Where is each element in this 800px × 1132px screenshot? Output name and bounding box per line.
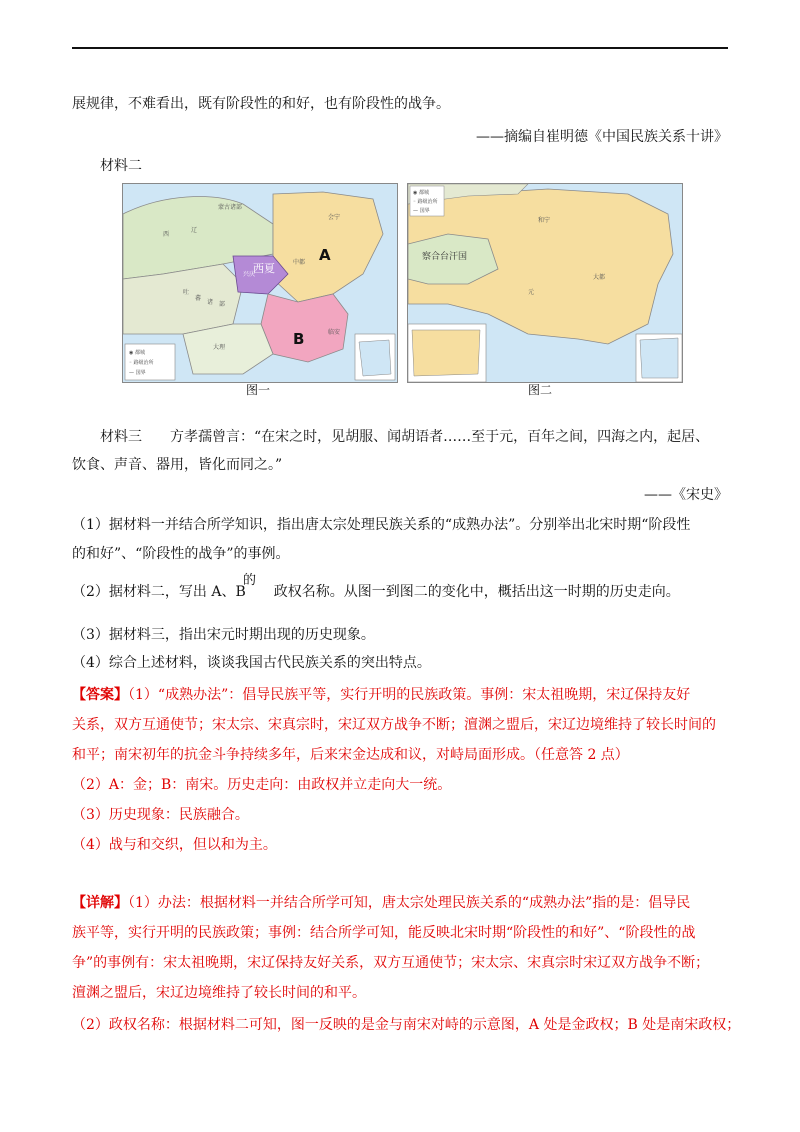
svg-text:察合台汗国: 察合台汗国 [422, 252, 468, 262]
material3-source: ——《宋史》 [644, 487, 728, 503]
header-rule [72, 47, 728, 49]
answer-line-1 [72, 684, 690, 706]
question-2-superscript: 的 [243, 573, 257, 588]
svg-text:— 国界: — 国界 [413, 208, 430, 214]
svg-text:◦ 路级治所: ◦ 路级治所 [413, 199, 438, 205]
svg-text:临安: 临安 [328, 329, 341, 336]
svg-text:◉ 都城: ◉ 都城 [413, 190, 429, 196]
material3-line-2: 饮食、声音、器用，皆化而同之。” [72, 457, 283, 473]
map-2-image [408, 184, 682, 382]
answer-tag: 【答案】 [72, 687, 128, 703]
svg-text:蒙古诸部: 蒙古诸部 [218, 204, 243, 211]
answer-line-6: （4）战与和交织，但以和为主。 [72, 837, 277, 853]
material3-line-1: 材料三 方孝孺曾言：“在宋之时，见胡服、闻胡语者……至于元，百年之间，四海之内，起居、 [100, 429, 710, 445]
answer-line-4: （2）A：金；B：南宋。历史走向：由政权并立走向大一统。 [72, 777, 452, 793]
answer-line-2: 关系，双方互通使节；宋太宗、宋真宗时，宋辽双方战争不断；澶渊之盟后，宋辽边境维持了较长时间的 [72, 717, 716, 733]
svg-text:会宁: 会宁 [328, 214, 341, 221]
material2-label: 材料二 [100, 158, 142, 174]
svg-text:— 国界: — 国界 [129, 370, 146, 376]
svg-text:蕃: 蕃 [195, 295, 202, 302]
svg-text:◉ 都城: ◉ 都城 [129, 350, 145, 356]
map-1-image [123, 184, 397, 382]
answer-line-5: （3）历史现象：民族融合。 [72, 807, 249, 823]
svg-text:大都: 大都 [593, 274, 606, 281]
answer-line-3: 和平；南宋初年的抗金斗争持续多年，后来宋金达成和议，对峙局面形成。（任意答 2 点） [72, 747, 629, 763]
question-2: （2）据材料二，写出 A、B 政权名称。从图一到图二的变化中，概括出这一时期的历史走向。 [72, 584, 680, 600]
explanation-line-5: （2）政权名称：根据材料二可知，图一反映的是金与南宋对峙的示意图，A 处是金政权；B 处是南宋政权； [72, 1017, 741, 1033]
svg-text:西: 西 [163, 231, 170, 238]
svg-text:◦ 路级治所: ◦ 路级治所 [129, 360, 154, 366]
question-1-line-2: 的和好”、“阶段性的战争”的事例。 [72, 546, 290, 562]
svg-text:辽: 辽 [191, 227, 198, 234]
svg-text:和宁: 和宁 [538, 217, 551, 224]
intro-line: 展规律，不难看出，既有阶段性的和好，也有阶段性的战争。 [72, 96, 450, 112]
svg-text:兴庆: 兴庆 [243, 271, 256, 278]
question-4: （4）综合上述材料，谈谈我国古代民族关系的突出特点。 [72, 655, 431, 671]
svg-text:大理: 大理 [213, 344, 226, 351]
svg-text:吐: 吐 [183, 289, 190, 296]
intro-source: ——摘编自崔明德《中国民族关系十讲》 [476, 129, 728, 145]
map-2-caption: 图二 [528, 383, 553, 397]
explanation-line-2: 族平等，实行开明的民族政策；事例：结合所学可知，能反映北宋时期“阶段性的和好”、“阶段性的战 [72, 925, 696, 941]
answer-text-1: （1）“成熟办法”：倡导民族平等，实行开明的民族政策。事例：宋太祖晚期，宋辽保持友好 [128, 687, 691, 703]
map-1-marker-a: A [319, 246, 331, 264]
svg-text:西夏: 西夏 [253, 262, 275, 275]
map-1-caption: 图一 [246, 383, 271, 397]
svg-text:诸: 诸 [207, 299, 214, 306]
explanation-text-1: （1）办法：根据材料一并结合所学可知，唐太宗处理民族关系的“成熟办法”指的是：倡导民 [128, 895, 691, 911]
explanation-line-3: 争”的事例有：宋太祖晚期，宋辽保持友好关系，双方互通使节；宋太宗、宋真宗时宋辽双方战争不断； [72, 955, 710, 971]
explanation-line-4: 澶渊之盟后，宋辽边境维持了较长时间的和平。 [72, 985, 366, 1001]
svg-text:元: 元 [528, 289, 535, 296]
svg-text:部: 部 [219, 301, 226, 308]
explanation-tag: 【详解】 [72, 895, 128, 911]
question-1-line-1: （1）据材料一并结合所学知识，指出唐太宗处理民族关系的“成熟办法”。分别举出北宋时期“阶段性 [72, 517, 691, 533]
question-3: （3）据材料三，指出宋元时期出现的历史现象。 [72, 627, 375, 643]
map-figure-2 [407, 183, 683, 383]
svg-text:中都: 中都 [293, 259, 306, 266]
explanation-line-1 [72, 892, 690, 914]
map-1-marker-b: B [293, 330, 305, 348]
map-figure-1 [122, 183, 398, 383]
